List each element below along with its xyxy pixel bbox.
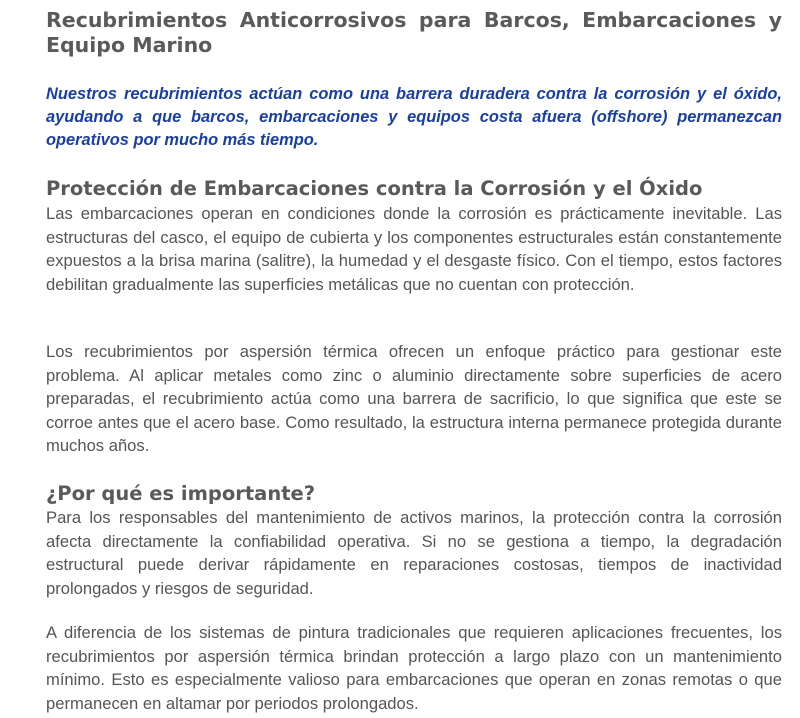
section-importance-paragraph-1: Para los responsables del mantenimiento de activos marinos, la protección contra la corrosión afecta directamente la confiabilidad operativa. Si no se gestiona a tiempo, la degradación estructural puede derivar rápidamente en reparaciones costosas, tiempos de inactividad prolongados y riesgos de seguridad. xyxy=(46,508,782,598)
lead-paragraph: Nuestros recubrimientos actúan como una barrera duradera contra la corrosión y el óxido, ayudando a que barcos, embarcaciones y equipos costa afuera (offshore) permanezcan operativos por mucho más tiempo. xyxy=(46,85,782,149)
section-protection-paragraph-1: Las embarcaciones operan en condiciones donde la corrosión es prácticamente inevitable. Las estructuras del casco, el equipo de cubierta y los componentes estructurales están constantemente expuestos a la brisa marina (salitre), la humedad y el desgaste físico. Con el tiempo, estos factores debilitan gradualmente las superficies metálicas que no cuentan con protección. xyxy=(46,204,782,294)
section-protection-paragraph-2: Los recubrimientos por aspersión térmica ofrecen un enfoque práctico para gestionar este problema. Al aplicar metales como zinc o aluminio directamente sobre superficies de acero preparadas, el recubrimiento actúa como una barrera de sacrificio, lo que significa que este se corroe antes que el acero base. Como resultado, la estructura interna permanece protegida durante muchos años. xyxy=(46,342,782,455)
section-title-protection: Protección de Embarcaciones contra la Corrosión y el Óxido xyxy=(46,177,703,200)
page-title: Recubrimientos Anticorrosivos para Barcos, Embarcaciones y Equipo Marino xyxy=(46,8,782,57)
section-importance-paragraph-2: A diferencia de los sistemas de pintura tradicionales que requieren aplicaciones frecuentes, los recubrimientos por aspersión térmica brindan protección a largo plazo con un mantenimiento mínimo. Esto es especialmente valioso para embarcaciones que operan en zonas remotas o que permanecen en altamar por periodos prolongados. xyxy=(46,623,782,713)
section-title-importance: ¿Por qué es importante? xyxy=(46,482,316,505)
